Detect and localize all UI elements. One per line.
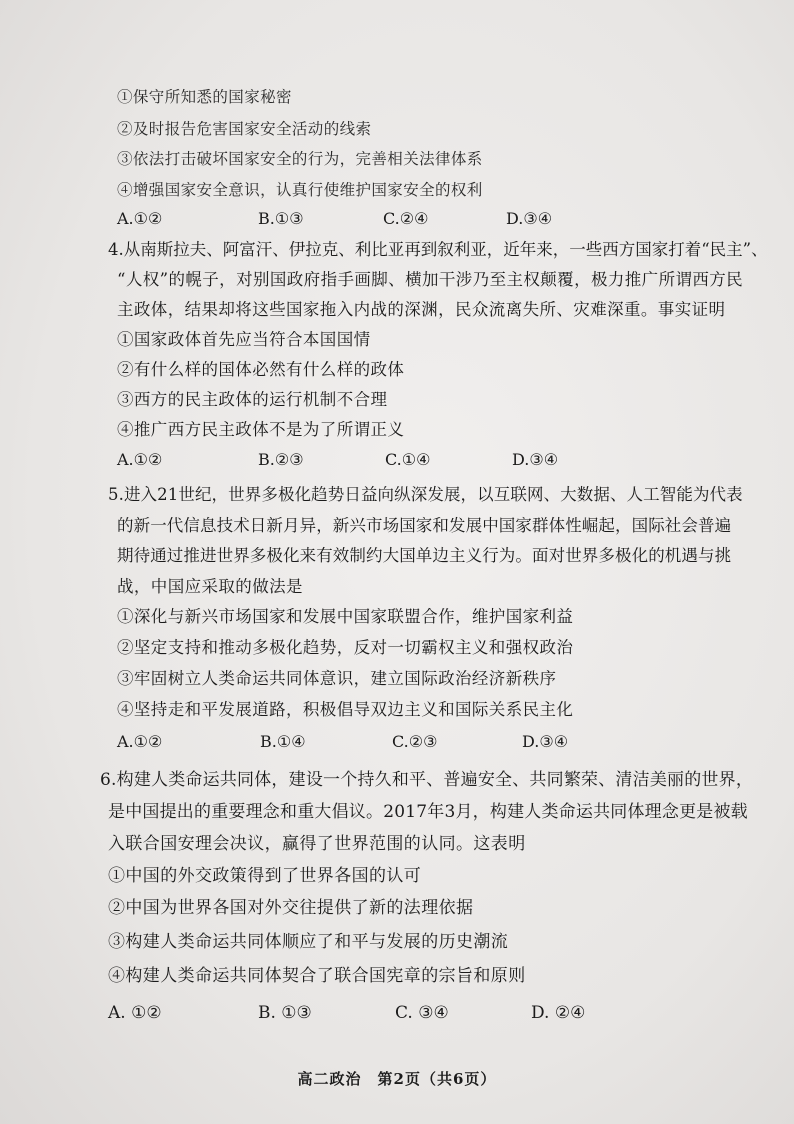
q6-item-1: ①中国的外交政策得到了世界各国的认可 — [108, 866, 422, 886]
q6-option-d: D. ②④ — [531, 1003, 586, 1023]
q4-option-a: A.①② — [117, 450, 163, 469]
q3-item-2: ②及时报告危害国家安全活动的线索 — [117, 120, 372, 138]
q5-option-b: B.①④ — [260, 732, 306, 751]
q4-options — [117, 450, 637, 470]
q3-item-3: ③依法打击破坏国家安全的行为，完善相关法律体系 — [117, 150, 483, 168]
q6-item-2: ②中国为世界各国对外交往提供了新的法理依据 — [108, 898, 474, 918]
q6-option-a: A. ①② — [108, 1003, 162, 1023]
q3-option-b: B.①③ — [258, 209, 304, 228]
q5-option-c: C.②③ — [392, 732, 438, 751]
q4-option-d: D.③④ — [512, 450, 559, 469]
q6-item-4: ④构建人类命运共同体契合了联合国宪章的宗旨和原则 — [108, 966, 526, 986]
q4-item-4: ④推广西方民主政体不是为了所谓正义 — [117, 420, 405, 439]
q6-option-b: B. ①③ — [258, 1003, 312, 1023]
q4-item-2: ②有什么样的国体必然有什么样的政体 — [117, 360, 405, 379]
q5-item-3: ③牢固树立人类命运共同体意识，建立国际政治经济新秩序 — [117, 669, 557, 688]
q5-option-d: D.③④ — [522, 732, 569, 751]
q3-option-d: D.③④ — [506, 209, 553, 228]
q6-options — [108, 1003, 628, 1023]
q4-stem-line-2: “人权”的幌子，对别国政府指手画脚、横加干涉乃至主权颠覆，极力推广所谓西方民 — [117, 270, 744, 289]
q5-option-a: A.①② — [117, 732, 163, 751]
q3-options — [117, 209, 637, 229]
q4-option-c: C.①④ — [385, 450, 431, 469]
page-footer: 高二政治 第2页（共6页） — [297, 1070, 497, 1088]
q5-stem-line-1: 5.进入21世纪，世界多极化趋势日益向纵深发展，以互联网、大数据、人工智能为代表 — [108, 485, 743, 504]
q5-stem-line-3: 期待通过推进世界多极化来有效制约大国单边主义行为。面对世界多极化的机遇与挑 — [117, 546, 732, 565]
q6-stem-line-2: 是中国提出的重要理念和重大倡议。2017年3月，构建人类命运共同体理念更是被载 — [108, 802, 748, 822]
q5-stem-line-4: 战，中国应采取的做法是 — [117, 577, 303, 596]
q3-item-4: ④增强国家安全意识，认真行使维护国家安全的权利 — [117, 181, 483, 199]
q6-item-3: ③构建人类命运共同体顺应了和平与发展的历史潮流 — [108, 932, 509, 952]
q5-options — [117, 732, 637, 752]
q6-stem-line-1: 6.构建人类命运共同体，建设一个持久和平、普遍安全、共同繁荣、清洁美丽的世界， — [100, 770, 754, 790]
q4-item-3: ③西方的民主政体的运行机制不合理 — [117, 390, 388, 409]
q4-stem-line-1: 4.从南斯拉夫、阿富汗、伊拉克、利比亚再到叙利亚，近年来，一些西方国家打着“民主”、 — [108, 240, 768, 259]
q4-stem-line-3: 主政体，结果却将这些国家拖入内战的深渊，民众流离失所、灾难深重。事实证明 — [117, 300, 726, 319]
q5-item-4: ④坚持走和平发展道路，积极倡导双边主义和国际关系民主化 — [117, 700, 574, 719]
q6-stem-line-3: 入联合国安理会决议，赢得了世界范围的认同。这表明 — [108, 834, 526, 854]
q4-option-b: B.②③ — [258, 450, 304, 469]
q3-option-c: C.②④ — [383, 209, 429, 228]
q5-item-1: ①深化与新兴市场国家和发展中国家联盟合作，维护国家利益 — [117, 607, 574, 626]
q4-item-1: ①国家政体首先应当符合本国国情 — [117, 330, 371, 349]
q5-stem-line-2: 的新一代信息技术日新月异，新兴市场国家和发展中国家群体性崛起，国际社会普遍 — [117, 516, 732, 535]
q6-option-c: C. ③④ — [395, 1003, 449, 1023]
q3-item-1: ①保守所知悉的国家秘密 — [117, 88, 292, 106]
q3-option-a: A.①② — [117, 209, 163, 228]
q5-item-2: ②坚定支持和推动多极化趋势，反对一切霸权主义和强权政治 — [117, 638, 574, 657]
